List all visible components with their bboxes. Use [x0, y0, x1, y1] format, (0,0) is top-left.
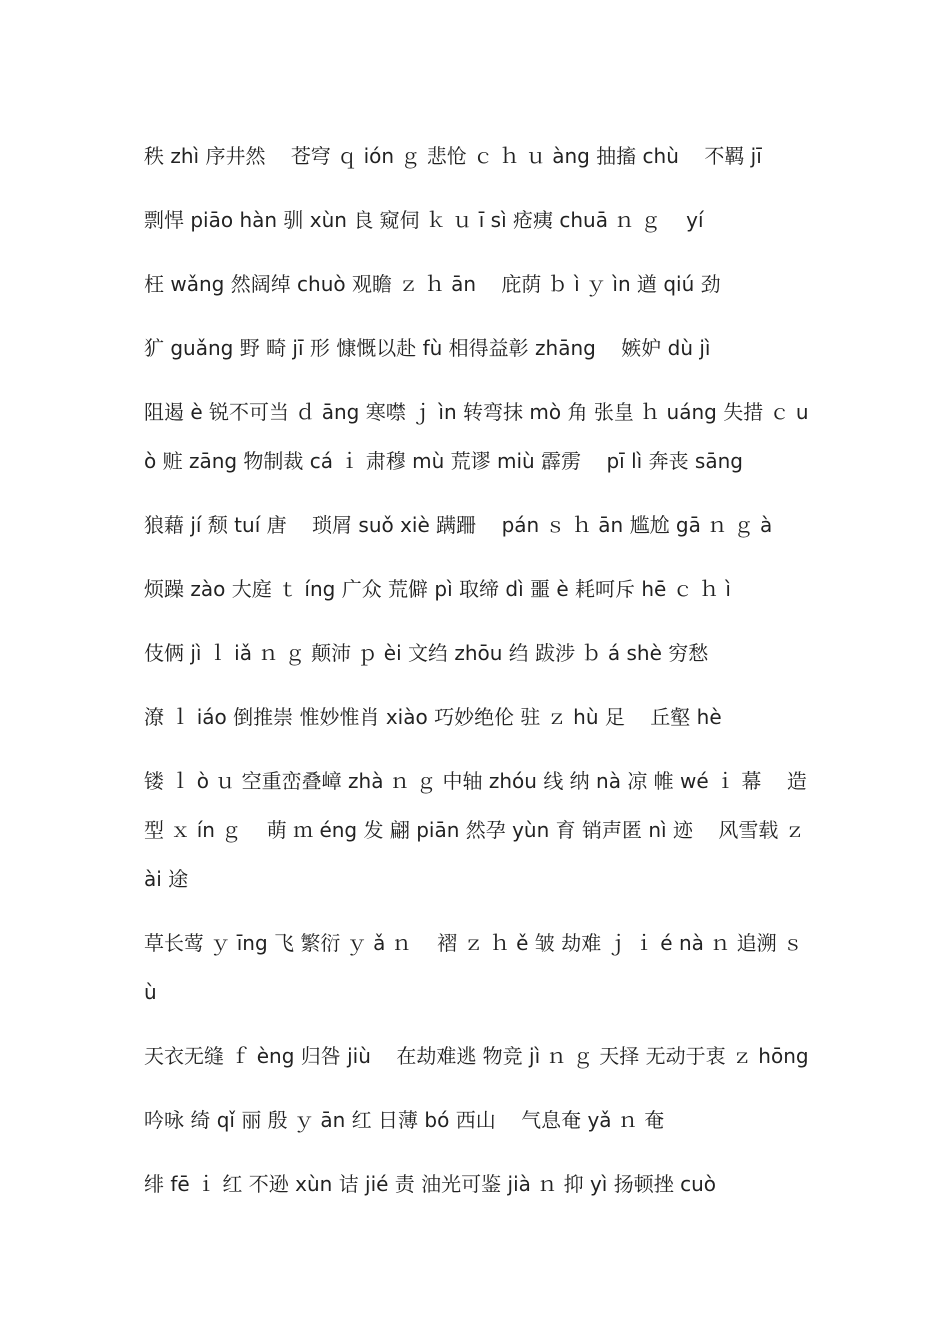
paragraph: 犷 guǎng 野 畸 jī 形 慷慨以赴 fù 相得益彰 zhāng 嫉妒 dù jì	[144, 336, 711, 360]
paragraph: 秩 zhì 序井然 苍穹 ｑ ión ｇ 悲怆 ｃ ｈ ｕ àng 抽搐 chù 不羁 jī	[144, 144, 762, 168]
paragraph: 绯 fē ｉ 红 不逊 xùn 诘 jié 责 油光可鉴 jià ｎ 抑 yì 扬顿挫 cuò	[144, 1172, 716, 1196]
paragraph: 狼藉 jí 颓 tuí 唐 琐屑 suǒ xiè 蹒跚 pán ｓ ｈ ān 尴尬 gā ｎ ｇ à	[144, 513, 773, 537]
paragraph: 草长莺 ｙ īng 飞 繁衍 ｙ ǎ ｎ 褶 ｚ ｈ ě 皱 劫难 ｊ ｉ é nà ｎ 追溯 ｓ ù	[144, 931, 810, 1004]
paragraph: 吟咏 绮 qǐ 丽 殷 ｙ ān 红 日薄 bó 西山 气息奄 yǎ ｎ 奄	[144, 1108, 665, 1132]
paragraph: 剽悍 piāo hàn 驯 xùn 良 窥伺 ｋ ｕ ī sì 疮痍 chuā ｎ ｇ yí	[144, 208, 704, 232]
paragraph: 潦 ｌ iáo 倒推崇 惟妙惟肖 xiào 巧妙绝伦 驻 ｚ hù 足 丘壑 hè	[144, 705, 722, 729]
paragraph: 天衣无缝 ｆ èng 归咎 jiù 在劫难逃 物竞 jì ｎ ｇ 天择 无动于衷 ｚ hōng	[144, 1044, 809, 1068]
paragraph: 枉 wǎng 然阔绰 chuò 观瞻 ｚ ｈ ān 庇荫 ｂ ì ｙ ìn 遒 qiú 劲	[144, 272, 721, 296]
document-body	[144, 132, 812, 1224]
paragraph: 伎俩 jì ｌ iǎ ｎ ｇ 颠沛 ｐ èi 文绉 zhōu 绉 跋涉 ｂ á shè 穷愁	[144, 641, 709, 665]
paragraph: 烦躁 zào 大庭 ｔ íng 广众 荒僻 pì 取缔 dì 噩 è 耗呵斥 hē ｃ ｈ ì	[144, 577, 731, 601]
paragraph: 阻遏 è 锐不可当 ｄ āng 寒噤 ｊ ìn 转弯抹 mò 角 张皇 ｈ uáng 失措 ｃ uò 赃 zāng 物制裁 cá ｉ 肃穆 mù 荒谬 miù 霹雳 pī lì 奔丧 sāng	[144, 400, 809, 473]
paragraph: 镂 ｌ ò ｕ 空重峦叠嶂 zhà ｎ ｇ 中轴 zhóu 线 纳 nà 凉 帷 wé ｉ 幕 造型 ｘ ín ｇ 萌 ｍ éng 发 翩 piān 然孕 yùn 育 销声匿 nì 迹 风雪载 ｚ ài 途	[144, 769, 812, 891]
